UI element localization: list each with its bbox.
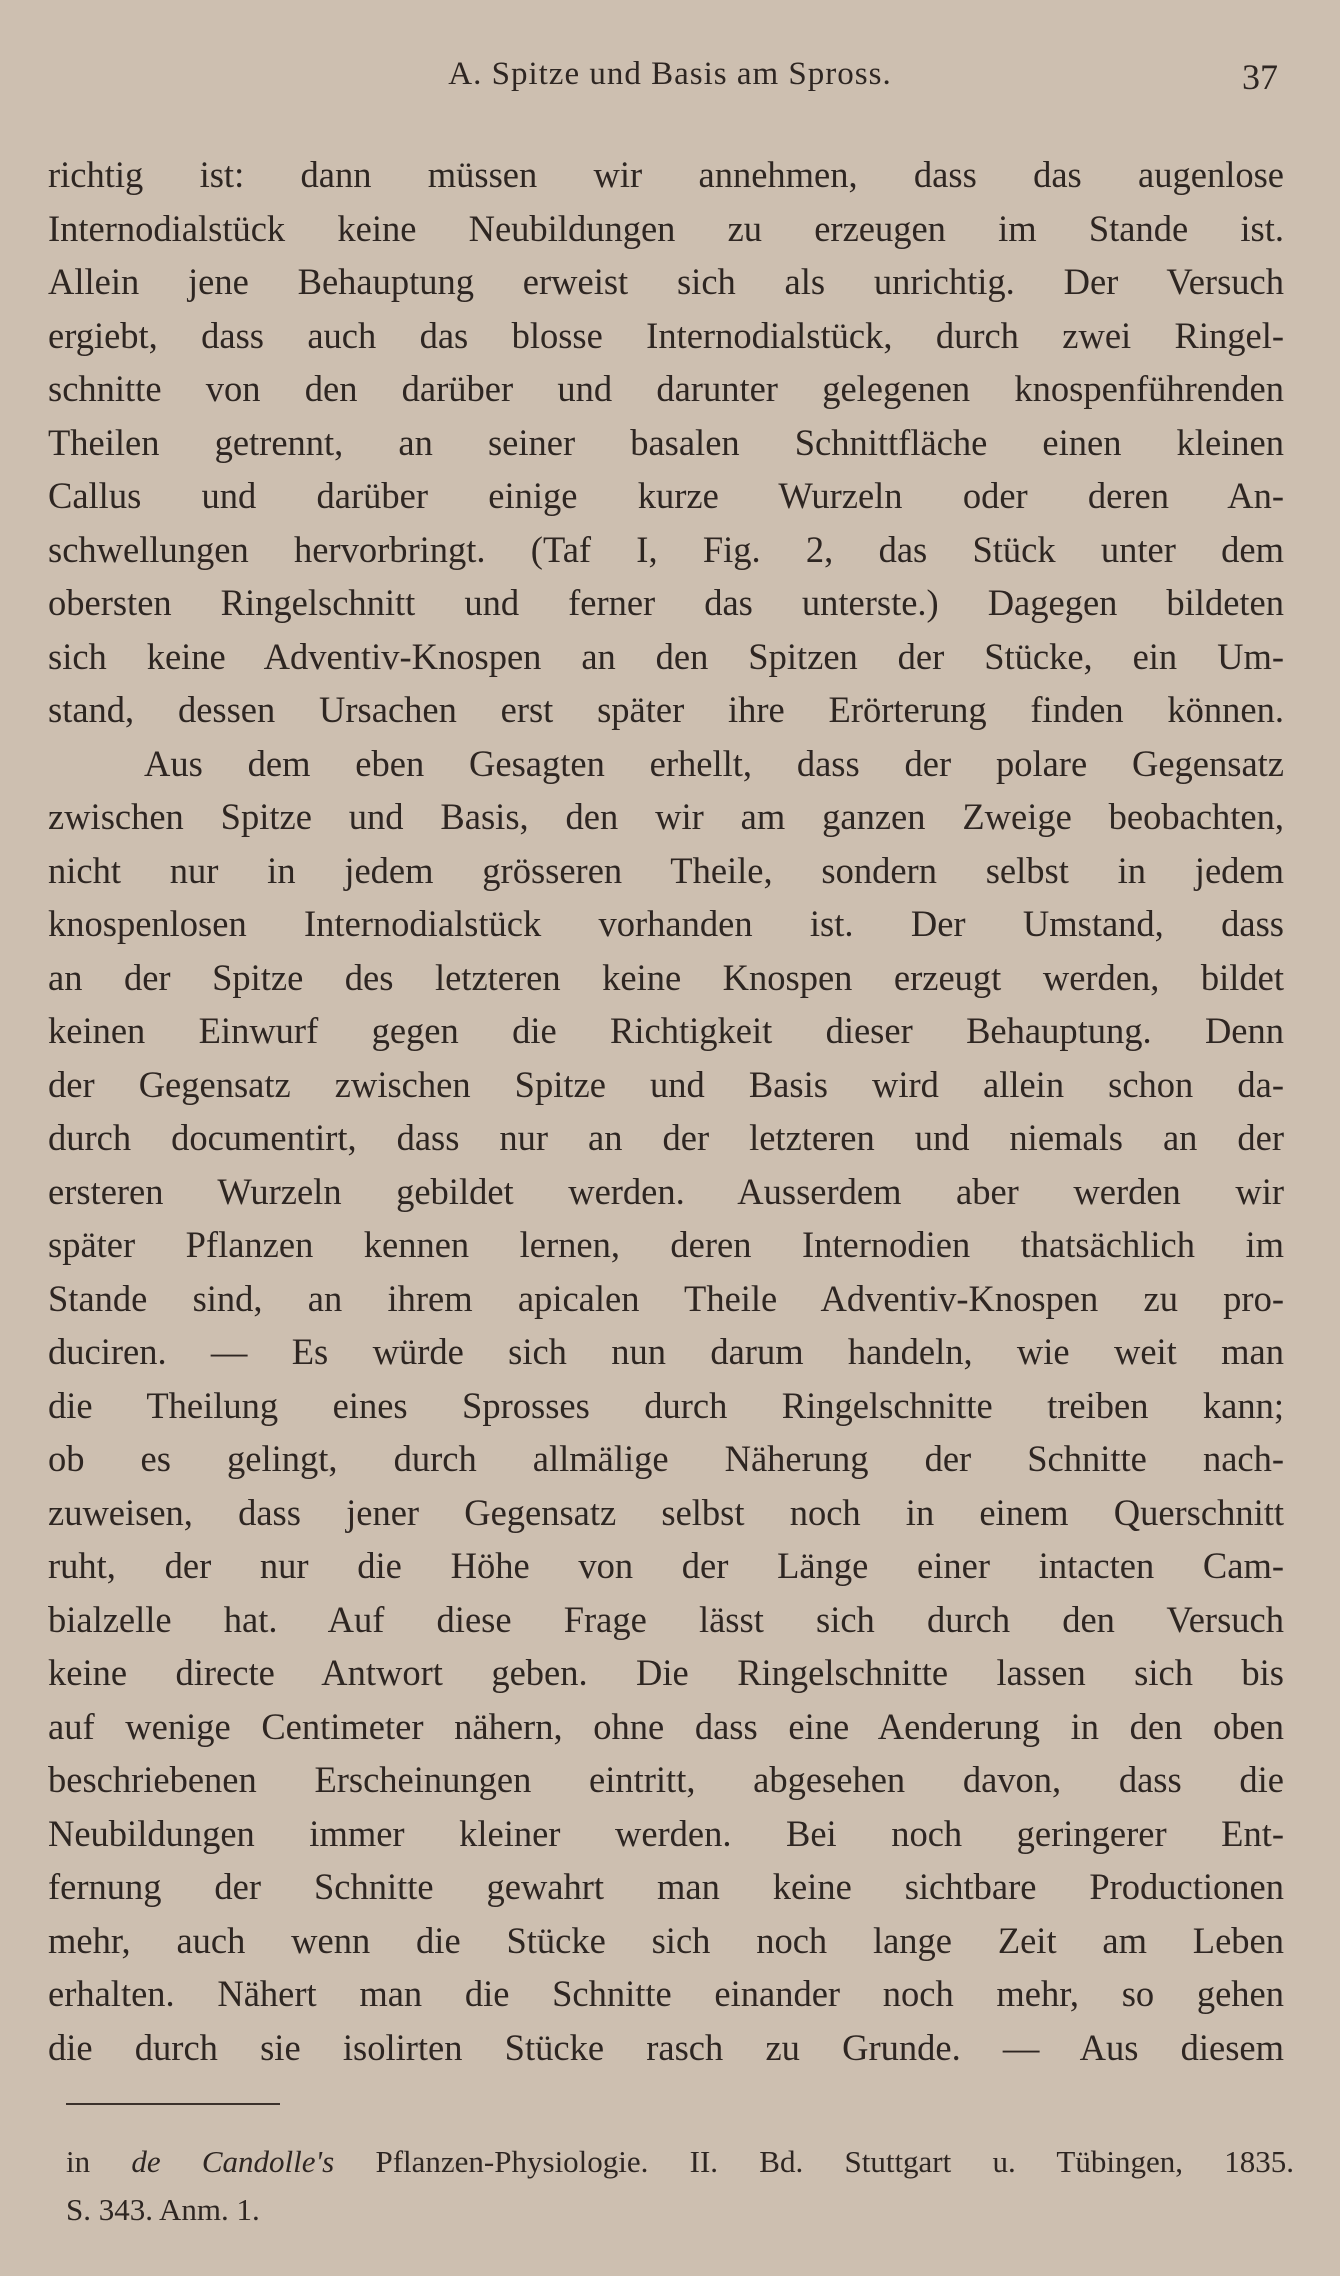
footnote-line [66, 2138, 1294, 2186]
text-line: ersteren Wurzeln gebildet werden. Ausserdem aber werden wir [48, 1170, 1284, 1212]
footnote-citation: Pflanzen-Physiologie. II. Bd. Stuttgart u. Tübingen, 1835. [334, 2144, 1294, 2179]
paragraph-first-line: Aus dem eben Gesagten erhellt, dass der polare Gegensatz [144, 742, 1284, 784]
text-line: keinen Einwurf gegen die Richtigkeit dieser Behauptung. Denn [48, 1010, 1284, 1051]
text-line: später Pflanzen kennen lernen, deren Internodien thatsächlich im [48, 1224, 1284, 1265]
text-line: ob es gelingt, durch allmälige Näherung der Schnitte nach- [48, 1438, 1284, 1479]
text-line: sich keine Adventiv-Knospen an den Spitzen der Stücke, ein Um- [48, 635, 1284, 677]
text-line: Callus und darüber einige kurze Wurzeln oder deren An- [48, 475, 1284, 516]
text-line: ergiebt, dass auch das blosse Internodialstück, durch zwei Ringel- [48, 314, 1284, 356]
text-line: ruht, der nur die Höhe von der Länge einer intacten Cam- [48, 1545, 1284, 1586]
text-line: Internodialstück keine Neubildungen zu erzeugen im Stande ist. [48, 207, 1284, 249]
text-line: Neubildungen immer kleiner werden. Bei noch geringerer Ent- [48, 1812, 1284, 1854]
text-line: stand, dessen Ursachen erst später ihre Erörterung finden können. [48, 689, 1284, 730]
text-line: beschriebenen Erscheinungen eintritt, abgesehen davon, dass die [48, 1759, 1284, 1800]
text-line: fernung der Schnitte gewahrt man keine sichtbare Productionen [48, 1866, 1284, 1907]
text-line: nicht nur in jedem grösseren Theile, sondern selbst in jedem [48, 849, 1284, 891]
text-line: Theilen getrennt, an seiner basalen Schnittfläche einen kleinen [48, 421, 1284, 463]
text-line: mehr, auch wenn die Stücke sich noch lange Zeit am Leben [48, 1919, 1284, 1961]
text-line: Allein jene Behauptung erweist sich als unrichtig. Der Versuch [48, 261, 1284, 302]
text-line: die durch sie isolirten Stücke rasch zu Grunde. — Aus diesem [48, 2026, 1284, 2068]
text-line: schnitte von den darüber und darunter gelegenen knospenführenden [48, 368, 1284, 409]
footnote [66, 2138, 1294, 2234]
text-line: auf wenige Centimeter nähern, ohne dass eine Aenderung in den oben [48, 1705, 1284, 1747]
text-line: knospenlosen Internodialstück vorhanden ist. Der Umstand, dass [48, 903, 1284, 944]
text-line: richtig ist: dann müssen wir annehmen, dass das augenlose [48, 154, 1284, 195]
text-line: bialzelle hat. Auf diese Frage lässt sich durch den Versuch [48, 1598, 1284, 1640]
text-line: schwellungen hervorbringt. (Taf I, Fig. 2, das Stück unter dem [48, 528, 1284, 570]
running-header: A. Spitze und Basis am Spross. [448, 56, 892, 92]
footnote-author: de Candolle's [131, 2144, 335, 2179]
text-line: zuweisen, dass jener Gegensatz selbst noch in einem Querschnitt [48, 1491, 1284, 1533]
text-line: obersten Ringelschnitt und ferner das unterste.) Dagegen bildeten [48, 582, 1284, 623]
text-line: zwischen Spitze und Basis, den wir am ganzen Zweige beobachten, [48, 796, 1284, 837]
text-line: keine directe Antwort geben. Die Ringelschnitte lassen sich bis [48, 1652, 1284, 1693]
page-number: 37 [1242, 57, 1278, 97]
text-line: duciren. — Es würde sich nun darum handeln, wie weit man [48, 1331, 1284, 1372]
text-line: erhalten. Nähert man die Schnitte einander noch mehr, so gehen [48, 1973, 1284, 2014]
text-line: der Gegensatz zwischen Spitze und Basis wird allein schon da- [48, 1063, 1284, 1105]
text-line: an der Spitze des letzteren keine Knospen erzeugt werden, bildet [48, 956, 1284, 998]
text-line: durch documentirt, dass nur an der letzteren und niemals an der [48, 1117, 1284, 1158]
body-text [48, 148, 1284, 2074]
footnote-divider [66, 2103, 280, 2105]
footnote-prefix: in [66, 2144, 132, 2179]
text-line: die Theilung eines Sprosses durch Ringelschnitte treiben kann; [48, 1384, 1284, 1426]
footnote-line: S. 343. Anm. 1. [66, 2192, 260, 2227]
text-line: Stande sind, an ihrem apicalen Theile Adventiv-Knospen zu pro- [48, 1277, 1284, 1319]
